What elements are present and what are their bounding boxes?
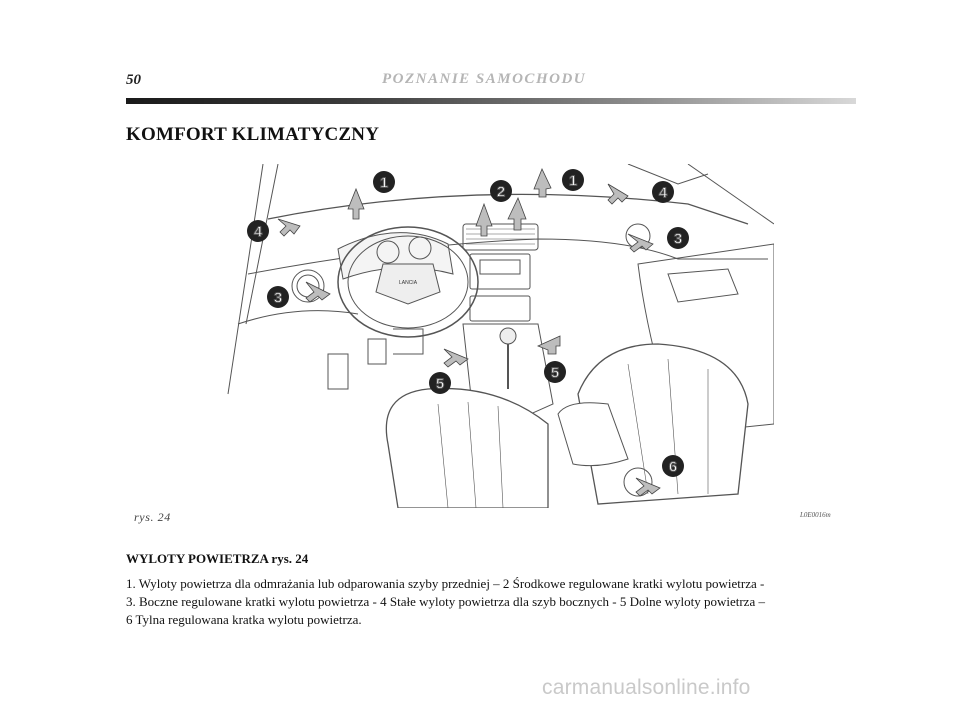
callout-4-left (247, 220, 269, 242)
header-rule (126, 98, 856, 104)
svg-text:4: 4 (658, 184, 668, 202)
body-paragraph (126, 575, 860, 629)
callout-2 (490, 180, 512, 202)
section-title: POZNANIE SAMOCHODU (382, 71, 587, 87)
gear-knob (500, 328, 516, 344)
arrow-2b (508, 198, 526, 230)
callout-6 (662, 455, 684, 477)
callout-3-right (667, 227, 689, 249)
page-number: 50 (126, 72, 141, 88)
radio-screen (480, 260, 520, 274)
figure-code: L0E0016m (800, 511, 831, 519)
arrow-2a (476, 204, 492, 236)
figure-label: rys. 24 (134, 510, 171, 524)
callout-3-left (267, 286, 289, 308)
body-line-1: 1. Wyloty powietrza dla odmrażania lub odparowania szyby przedniej – 2 Środkowe regulowane kratki wylotu powietrza - (126, 576, 765, 591)
svg-text:5: 5 (550, 364, 560, 382)
arrow-5a (444, 349, 468, 367)
svg-text:5: 5 (435, 375, 445, 393)
callout-5-left (429, 372, 451, 394)
dash-bottom-left (238, 311, 358, 324)
callout-5-right (544, 361, 566, 383)
arrow-1b (534, 169, 551, 197)
arrow-5b (538, 336, 560, 354)
center-vent-slats (466, 229, 535, 244)
a-pillar-right (688, 164, 774, 224)
subheading: WYLOTY POWIETRZA rys. 24 (126, 551, 309, 566)
arrow-4b (608, 184, 628, 204)
pedal-1 (328, 354, 348, 389)
a-pillar-left (228, 164, 263, 394)
driver-seat (386, 388, 548, 508)
callout-4-right (652, 181, 674, 203)
dashboard-illustration (208, 164, 774, 508)
body-line-3: 6 Tylna regulowana kratka wylotu powietrza. (126, 612, 362, 627)
climate-panel (470, 296, 530, 321)
callout-1-right (562, 169, 584, 191)
arrow-4a (278, 219, 300, 236)
svg-text:6: 6 (668, 458, 678, 476)
svg-text:1: 1 (379, 174, 389, 192)
steering-column (393, 329, 423, 354)
arrow-1a (348, 189, 364, 219)
svg-text:1: 1 (568, 172, 578, 190)
svg-text:2: 2 (496, 183, 506, 201)
callout-1-left (373, 171, 395, 193)
chapter-title: KOMFORT KLIMATYCZNY (126, 124, 380, 145)
pedal-2 (368, 339, 386, 364)
windshield-top-right (628, 164, 708, 184)
arrow-3b (628, 234, 653, 252)
watermark: carmanualsonline.info (542, 676, 751, 699)
steering-logo: LANCIA (398, 280, 418, 286)
door-handle (668, 269, 738, 302)
svg-text:4: 4 (253, 223, 263, 241)
svg-text:3: 3 (273, 289, 283, 307)
body-line-2: 3. Boczne regulowane kratki wylotu powietrza - 4 Stałe wyloty powietrza dla szyb bocznych - 5 Dolne wyloty powietrza – (126, 594, 765, 609)
svg-text:3: 3 (673, 230, 683, 248)
center-vent-frame (463, 224, 538, 250)
radio-unit (470, 254, 530, 289)
